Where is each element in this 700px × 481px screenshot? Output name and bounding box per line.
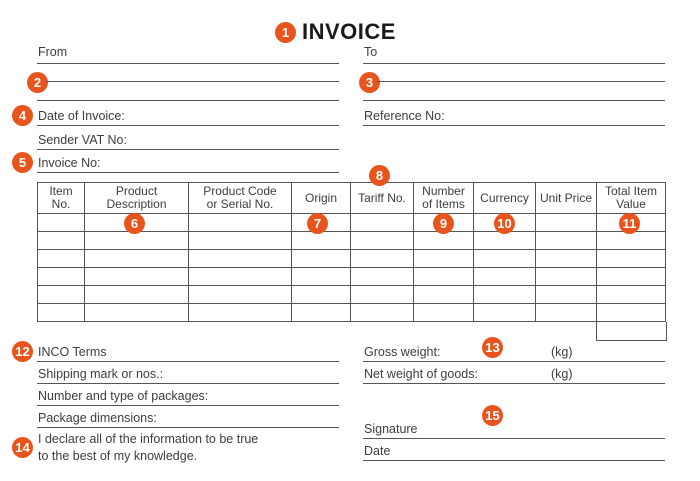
invoice-no-label: Invoice No: <box>38 156 101 170</box>
table-cell[interactable] <box>474 304 536 322</box>
reference-no-label: Reference No: <box>364 109 445 123</box>
table-row <box>38 286 666 304</box>
from-label: From <box>38 45 68 59</box>
reference-no-line[interactable] <box>363 125 665 126</box>
table-cell[interactable] <box>292 250 351 268</box>
step-3-badge: 3 <box>359 72 380 93</box>
shipping-mark-line[interactable] <box>37 383 339 384</box>
table-cell[interactable] <box>536 268 597 286</box>
net-weight-label: Net weight of goods: <box>364 367 478 381</box>
gross-weight-unit: (kg) <box>551 345 573 359</box>
packages-line[interactable] <box>37 405 339 406</box>
table-cell[interactable] <box>536 286 597 304</box>
step-14-badge: 14 <box>12 437 33 458</box>
table-cell[interactable] <box>474 268 536 286</box>
sender-vat-label: Sender VAT No: <box>38 133 127 147</box>
col-header-currency: Currency <box>474 183 536 214</box>
step-1-badge: 1 <box>275 22 296 43</box>
table-cell[interactable] <box>85 286 189 304</box>
table-cell[interactable] <box>292 286 351 304</box>
table-cell[interactable] <box>414 304 474 322</box>
date-of-invoice-label: Date of Invoice: <box>38 109 125 123</box>
table-cell[interactable] <box>536 250 597 268</box>
total-value-sum-cell[interactable] <box>596 322 667 341</box>
step-10-badge: 10 <box>494 213 515 234</box>
items-table <box>37 182 666 322</box>
table-cell[interactable] <box>351 268 414 286</box>
declaration-line-1: I declare all of the information to be true <box>38 432 259 446</box>
table-cell[interactable] <box>38 232 85 250</box>
table-cell[interactable] <box>474 232 536 250</box>
to-line-2[interactable] <box>377 81 665 82</box>
table-cell[interactable] <box>189 286 292 304</box>
signature-label: Signature <box>364 422 418 436</box>
invoice-no-line[interactable] <box>37 172 339 173</box>
table-cell[interactable] <box>38 214 85 232</box>
declaration-line-2: to the best of my knowledge. <box>38 449 198 463</box>
table-cell[interactable] <box>536 232 597 250</box>
table-cell[interactable] <box>597 268 666 286</box>
date-label: Date <box>364 444 391 458</box>
gross-weight-label: Gross weight: <box>364 345 441 359</box>
table-cell[interactable] <box>597 286 666 304</box>
sender-vat-line[interactable] <box>37 149 339 150</box>
table-cell[interactable] <box>38 250 85 268</box>
table-cell[interactable] <box>189 214 292 232</box>
to-line-3[interactable] <box>363 100 665 101</box>
shipping-mark-label: Shipping mark or nos.: <box>38 367 164 381</box>
table-cell[interactable] <box>414 286 474 304</box>
table-cell[interactable] <box>292 304 351 322</box>
table-cell[interactable] <box>351 214 414 232</box>
table-row <box>38 232 666 250</box>
table-cell[interactable] <box>351 304 414 322</box>
table-cell[interactable] <box>351 286 414 304</box>
package-dimensions-line[interactable] <box>37 427 339 428</box>
to-label: To <box>364 45 378 59</box>
invoice-title: INVOICE <box>302 19 396 44</box>
table-cell[interactable] <box>189 268 292 286</box>
step-8-badge: 8 <box>369 165 390 186</box>
table-cell[interactable] <box>189 250 292 268</box>
step-7-badge: 7 <box>307 213 328 234</box>
step-15-badge: 15 <box>482 405 503 426</box>
signature-line[interactable] <box>363 438 665 439</box>
table-row <box>38 250 666 268</box>
table-cell[interactable] <box>38 286 85 304</box>
table-cell[interactable] <box>85 232 189 250</box>
table-cell[interactable] <box>474 250 536 268</box>
table-cell[interactable] <box>414 232 474 250</box>
col-header-origin: Origin <box>292 183 351 214</box>
table-row <box>38 268 666 286</box>
table-cell[interactable] <box>351 232 414 250</box>
step-9-badge: 9 <box>433 213 454 234</box>
step-13-badge: 13 <box>482 337 503 358</box>
step-5-badge: 5 <box>12 152 33 173</box>
from-line-3[interactable] <box>37 100 339 101</box>
table-cell[interactable] <box>189 232 292 250</box>
table-cell[interactable] <box>597 304 666 322</box>
table-cell[interactable] <box>292 232 351 250</box>
col-header-unit-price: Unit Price <box>536 183 597 214</box>
step-11-badge: 11 <box>619 213 640 234</box>
table-cell[interactable] <box>292 268 351 286</box>
table-cell[interactable] <box>597 250 666 268</box>
col-header-item-no: Item No. <box>38 183 85 214</box>
date-of-invoice-line[interactable] <box>37 125 339 126</box>
table-cell[interactable] <box>351 250 414 268</box>
inco-terms-label: INCO Terms <box>38 345 107 359</box>
col-header-number-of-items: Number of Items <box>414 183 474 214</box>
col-header-product-code: Product Code or Serial No. <box>189 183 292 214</box>
inco-terms-line[interactable] <box>37 361 339 362</box>
table-header-row <box>38 183 666 214</box>
table-cell[interactable] <box>38 268 85 286</box>
package-dimensions-label: Package dimensions: <box>38 411 157 425</box>
step-2-badge: 2 <box>27 72 48 93</box>
step-4-badge: 4 <box>12 105 33 126</box>
table-cell[interactable] <box>85 250 189 268</box>
table-cell[interactable] <box>189 304 292 322</box>
col-header-product-description: Product Description <box>85 183 189 214</box>
gross-weight-line[interactable] <box>363 361 665 362</box>
col-header-tariff-no: Tariff No. <box>351 183 414 214</box>
table-cell[interactable] <box>414 250 474 268</box>
from-line-1[interactable] <box>37 63 339 64</box>
table-row <box>38 304 666 322</box>
table-cell[interactable] <box>85 304 189 322</box>
net-weight-line[interactable] <box>363 383 665 384</box>
table-cell[interactable] <box>597 232 666 250</box>
table-cell[interactable] <box>536 214 597 232</box>
table-cell[interactable] <box>474 286 536 304</box>
to-line-1[interactable] <box>363 63 665 64</box>
date-line[interactable] <box>363 460 665 461</box>
packages-label: Number and type of packages: <box>38 389 209 403</box>
col-header-total-item-value: Total Item Value <box>597 183 666 214</box>
net-weight-unit: (kg) <box>551 367 573 381</box>
step-6-badge: 6 <box>124 213 145 234</box>
step-12-badge: 12 <box>12 341 33 362</box>
table-cell[interactable] <box>38 304 85 322</box>
table-cell[interactable] <box>536 304 597 322</box>
from-line-2[interactable] <box>46 81 339 82</box>
table-cell[interactable] <box>414 268 474 286</box>
table-cell[interactable] <box>85 268 189 286</box>
